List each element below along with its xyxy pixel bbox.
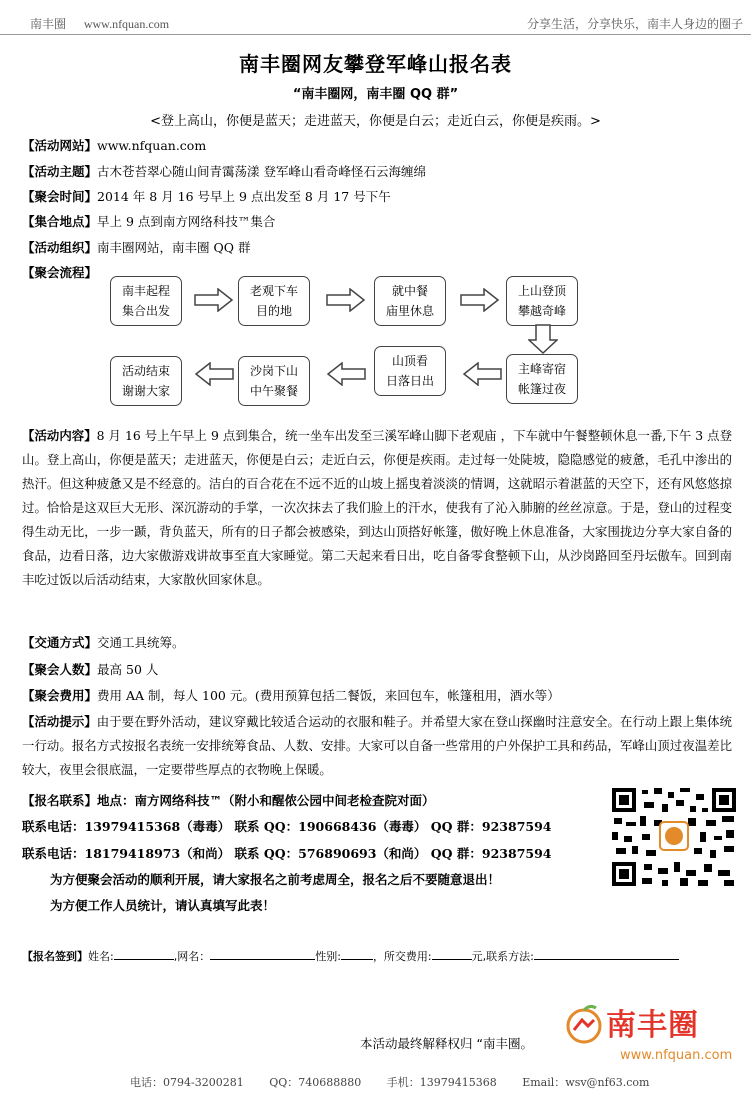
page-subtitle: “南丰圈网，南丰圈 QQ 群” (292, 87, 459, 102)
contact-phone-1: 联系电话：13979415368（毒毒） 联系 QQ：190668436（毒毒） QQ 群：92387594 (22, 819, 552, 834)
signup-net-label: ,网名： (173, 950, 211, 963)
field-value: 费用 AA 制，每人 100 元。(费用预算包括二餐饭，来回包车，帐篷租用，酒水等） (97, 688, 560, 703)
flow-line: 沙岗下山 (249, 364, 298, 378)
signup-line (22, 948, 679, 964)
signup-name-field[interactable] (114, 948, 174, 960)
field-key: 【活动组织】 (22, 240, 98, 255)
arrow-left-icon (326, 362, 366, 386)
flow-step-5 (506, 354, 578, 404)
header-left (30, 15, 169, 32)
field-process (22, 263, 97, 281)
flow-line: 南丰起程 (121, 284, 170, 298)
page-header (0, 0, 751, 35)
field-key: 【聚会人数】 (22, 662, 98, 677)
logo-domain: www.nfquan.com (620, 1048, 733, 1063)
flow-step-4 (506, 276, 578, 326)
signup-sex-label: 性别: (315, 950, 341, 963)
activity-tips (22, 710, 732, 782)
activity-content (22, 424, 732, 592)
flow-step-8 (110, 356, 182, 406)
flow-line: 攀越奇峰 (517, 304, 566, 318)
header-site: 南丰圈 (30, 17, 67, 31)
flow-line: 中午聚餐 (249, 384, 298, 398)
page-title: 南丰圈网友攀登军峰山报名表 (239, 52, 512, 76)
signup-sex-field[interactable] (341, 948, 373, 960)
contact-note-1: 为方便聚会活动的顺利开展，请大家报名之前考虑周全，报名之后不要随意退出！ (50, 872, 501, 887)
flow-line: 就中餐 (391, 284, 428, 298)
arrow-right-icon (460, 288, 500, 312)
flow-line: 老观下车 (249, 284, 298, 298)
signup-fee-field[interactable] (432, 948, 472, 960)
header-slogan: 分享生活，分享快乐，南丰人身边的圈子 (526, 17, 743, 31)
field-value: 2014 年 8 月 16 号早上 9 点出发至 8 月 17 号下午 (97, 189, 391, 204)
field-time (22, 187, 391, 205)
field-cost (22, 686, 560, 704)
field-key: 【活动网站】 (22, 138, 98, 153)
arrow-left-icon (194, 362, 234, 386)
page-footer (130, 1074, 671, 1090)
flow-step-3 (374, 276, 446, 326)
field-key: 【活动提示】 (22, 714, 97, 729)
signup-fee-label: ，所交费用: (372, 950, 432, 963)
field-theme (22, 162, 426, 180)
flow-line: 帐篷过夜 (517, 382, 566, 396)
logo-emblem-icon (564, 1004, 604, 1044)
signup-net-field[interactable] (210, 948, 315, 960)
contact-address: 【报名联系】地点：南方网络科技™（附小和醒侬公园中间老检查院对面） (22, 793, 435, 808)
flow-step-1 (110, 276, 182, 326)
flow-line: 目的地 (255, 304, 292, 318)
rights-statement: 本活动最终解释权归 “南丰圈。 (360, 1036, 533, 1051)
tips-text: 由于要在野外活动，建议穿戴比较适合运动的衣服和鞋子。并希望大家在登山探幽时注意安全。在行动上跟上集体统一行动。报名方式按报名表统一安排统筹食品、人数、安排。大家可以自备一些常用的户外保护工具和药品，军峰山顶过夜温差比较大，夜里会很底温，一定要带些厚点的衣物晚上保暖。 (22, 714, 733, 777)
field-key: 【集合地点】 (22, 214, 98, 229)
footer-email[interactable]: Email：wsv@nf63.com (522, 1076, 650, 1089)
field-website (22, 136, 206, 154)
flow-step-6 (374, 346, 446, 396)
field-transport (22, 633, 185, 651)
signup-method-field[interactable] (534, 948, 679, 960)
flow-line: 集合出发 (121, 304, 170, 318)
flow-line: 谢谢大家 (121, 384, 170, 398)
flow-line: 活动结束 (121, 364, 170, 378)
field-key: 【交通方式】 (22, 635, 98, 650)
flow-line: 主峰寄宿 (517, 362, 566, 376)
footer-mobile: 手机：13979415368 (386, 1076, 497, 1089)
signup-method-label: 联系方法: (486, 950, 534, 963)
footer-qq: QQ：740688880 (269, 1076, 362, 1089)
flow-line: 日落日出 (385, 374, 434, 388)
field-place (22, 212, 275, 230)
field-key: 【聚会时间】 (22, 189, 98, 204)
footer-tel: 电话：0794-3200281 (130, 1076, 244, 1089)
flow-step-7 (238, 356, 310, 406)
logo-brand: 南丰圈 (606, 1008, 699, 1043)
field-value: 交通工具统筹。 (97, 635, 185, 650)
field-people (22, 660, 158, 678)
qr-code-icon[interactable] (610, 786, 738, 888)
header-url[interactable]: www.nfquan.com (83, 17, 170, 31)
content-text: 8 月 16 号上午早上 9 点到集合，统一坐车出发至三溪军峰山脚下老观庙 ，下车就中午餐整顿休息一番,下午 3 点登山。登上高山，你便是蓝天；走进蓝天，你便是白云；走近白云，你便是疾雨。走过每一处陡坡，隐隐感觉的疲惫，毛孔中渗出的热汗。但这种疲惫又是不经意的。洁白的百合花在不远不近的山坡上摇曳着淡淡的情调，这就昭示着湛蓝的天空下，还有风悠悠掠过。恰恰是这双巨大无形、深沉游动的手掌，一次次抹去了我们脸上的汗水，使我有了沁入肺腑的丝丝凉意。于是，登山的过程变得生动无比，一步一踬，背负蓝天，所有的日子都会被感染，到达山顶搭好帐篷，傲好晚上休息准备，大家围拢边分享大家自备的食品，边看日落，边大家傲游戏讲故事至直大家睡觉。第二天起来看日出，吃自备零食整顿下山，从沙岗路回至丹坛傲车。回到南丰吃过饭以后活动结束，大家散伙回家休息。 (22, 428, 732, 587)
field-key: 【聚会费用】 (22, 688, 98, 703)
signup-key: 【报名签到】 (22, 950, 88, 963)
field-value: 古木苍苔翠心随山间青霭荡漾 登军峰山看奇峰怪石云海缠绵 (97, 164, 426, 179)
arrow-right-icon (326, 288, 366, 312)
field-key: 【活动内容】 (22, 428, 97, 443)
contact-note-2: 为方便工作人员统计，请认真填写此表！ (50, 898, 276, 913)
flow-step-2 (238, 276, 310, 326)
field-key: 【聚会流程】 (22, 265, 98, 280)
field-value: 南丰圈网站，南丰圈 QQ 群 (97, 240, 251, 255)
field-organizer (22, 238, 250, 256)
flow-line: 上山登顶 (517, 284, 566, 298)
page-quote: <登上高山，你便是蓝天；走进蓝天，你便是白云；走近白云，你便是疾雨。> (150, 114, 601, 129)
brand-logo (560, 996, 740, 1076)
flow-line: 庙里休息 (385, 304, 434, 318)
flow-line: 山顶看 (391, 354, 428, 368)
signup-yuan-label: 元, (471, 950, 487, 963)
arrow-down-icon (528, 324, 558, 354)
arrow-right-icon (194, 288, 234, 312)
contact-phone-2: 联系电话：18179418973（和尚） 联系 QQ：576890693（和尚） QQ 群：92387594 (22, 846, 552, 861)
arrow-left-icon (462, 362, 502, 386)
field-value: 早上 9 点到南方网络科技™集合 (97, 214, 276, 229)
signup-name-label: 姓名: (88, 950, 114, 963)
field-value: 最高 50 人 (97, 662, 159, 677)
field-key: 【活动主题】 (22, 164, 98, 179)
field-value[interactable]: www.nfquan.com (97, 138, 207, 153)
